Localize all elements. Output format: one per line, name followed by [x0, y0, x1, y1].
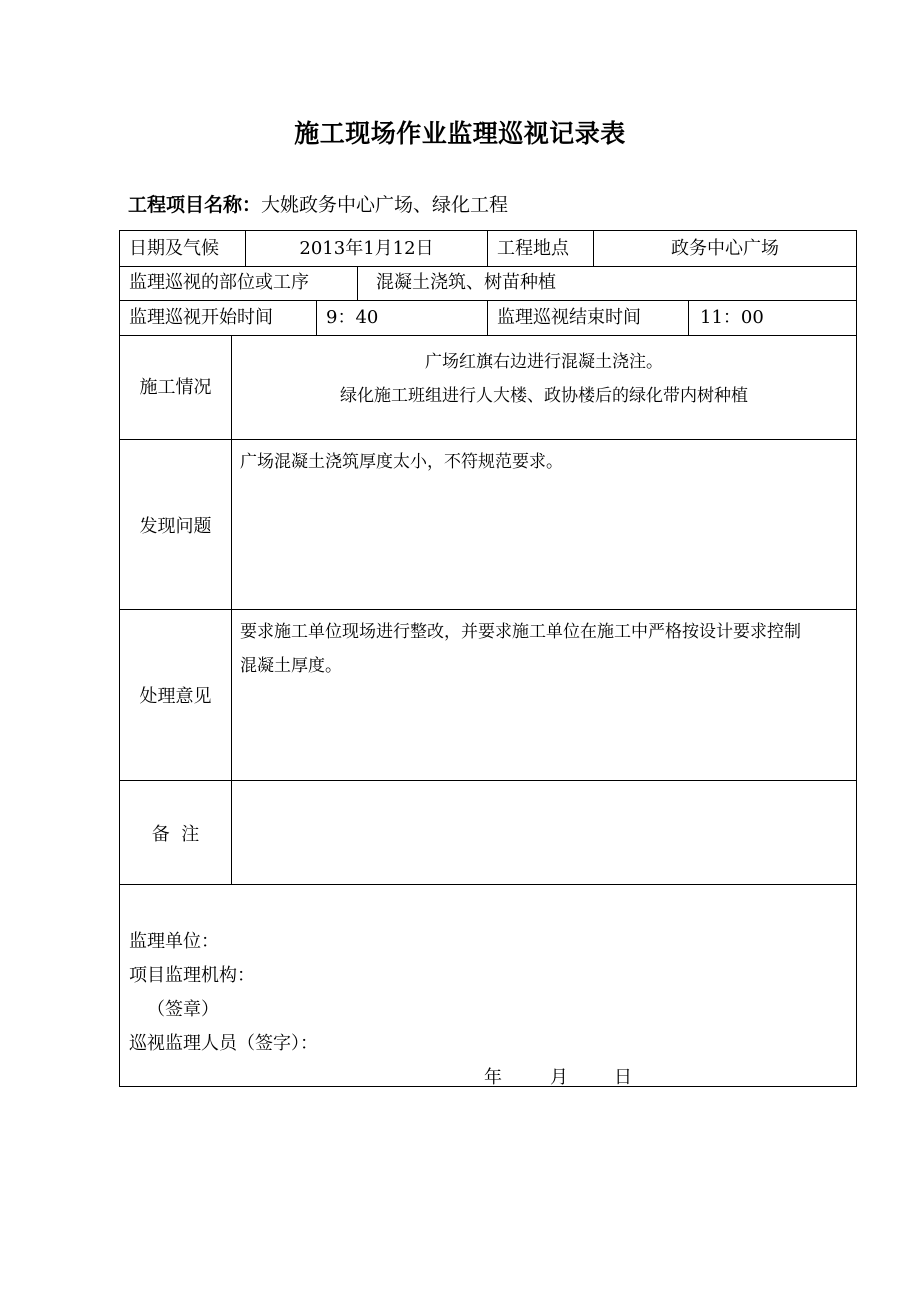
row-divider: [120, 300, 856, 301]
start-time-value: 9：40: [326, 307, 379, 328]
date-day-label: 日: [614, 1067, 632, 1088]
project-location-value: 政务中心广场: [671, 238, 779, 259]
construction-label: 施工情况: [139, 377, 212, 398]
project-name-value: 大姚政务中心广场、绿化工程: [261, 194, 509, 216]
row-divider: [120, 884, 856, 885]
project-location-label: 工程地点: [497, 238, 569, 259]
supervision-agency-label: 项目监理机构：: [129, 965, 255, 986]
start-time-label: 监理巡视开始时间: [129, 307, 273, 328]
problems-text: 广场混凝土浇筑厚度太小，不符规范要求。: [240, 452, 563, 472]
supervision-unit-label: 监理单位：: [129, 931, 219, 952]
column-divider: [487, 300, 488, 335]
construction-line-2: 绿化施工班组进行人大楼、政协楼后的绿化带内树种植: [340, 386, 748, 406]
date-month-label: 月: [550, 1067, 568, 1088]
end-time-value: 11：00: [700, 307, 764, 328]
inspector-signature-label: 巡视监理人员（签字）：: [129, 1033, 318, 1054]
inspection-form-table: [119, 230, 857, 1087]
project-name-line: [128, 190, 508, 217]
opinion-label: 处理意见: [139, 686, 212, 707]
inspection-part-value: 混凝土浇筑、树苗种植: [376, 272, 556, 293]
document-title: 施工现场作业监理巡视记录表: [294, 119, 626, 148]
problems-label: 发现问题: [139, 516, 212, 537]
opinion-line-2: 混凝土厚度。: [240, 656, 342, 676]
construction-line-1: 广场红旗右边进行混凝土浇注。: [425, 352, 663, 372]
inspection-part-label: 监理巡视的部位或工序: [129, 272, 309, 293]
column-divider: [688, 300, 689, 335]
opinion-line-1: 要求施工单位现场进行整改，并要求施工单位在施工中严格按设计要求控制: [240, 622, 801, 642]
remarks-label: 备 注: [151, 824, 200, 845]
date-weather-value: 2013年1月12日: [299, 238, 434, 259]
column-divider: [487, 231, 488, 266]
seal-label: （签章）: [147, 999, 219, 1020]
end-time-label: 监理巡视结束时间: [497, 307, 641, 328]
column-divider: [231, 335, 232, 884]
date-year-label: 年: [484, 1067, 502, 1088]
column-divider: [316, 300, 317, 335]
row-divider: [120, 266, 856, 267]
project-name-label: 工程项目名称：: [128, 194, 262, 216]
date-weather-label: 日期及气候: [129, 238, 219, 259]
column-divider: [357, 266, 358, 300]
